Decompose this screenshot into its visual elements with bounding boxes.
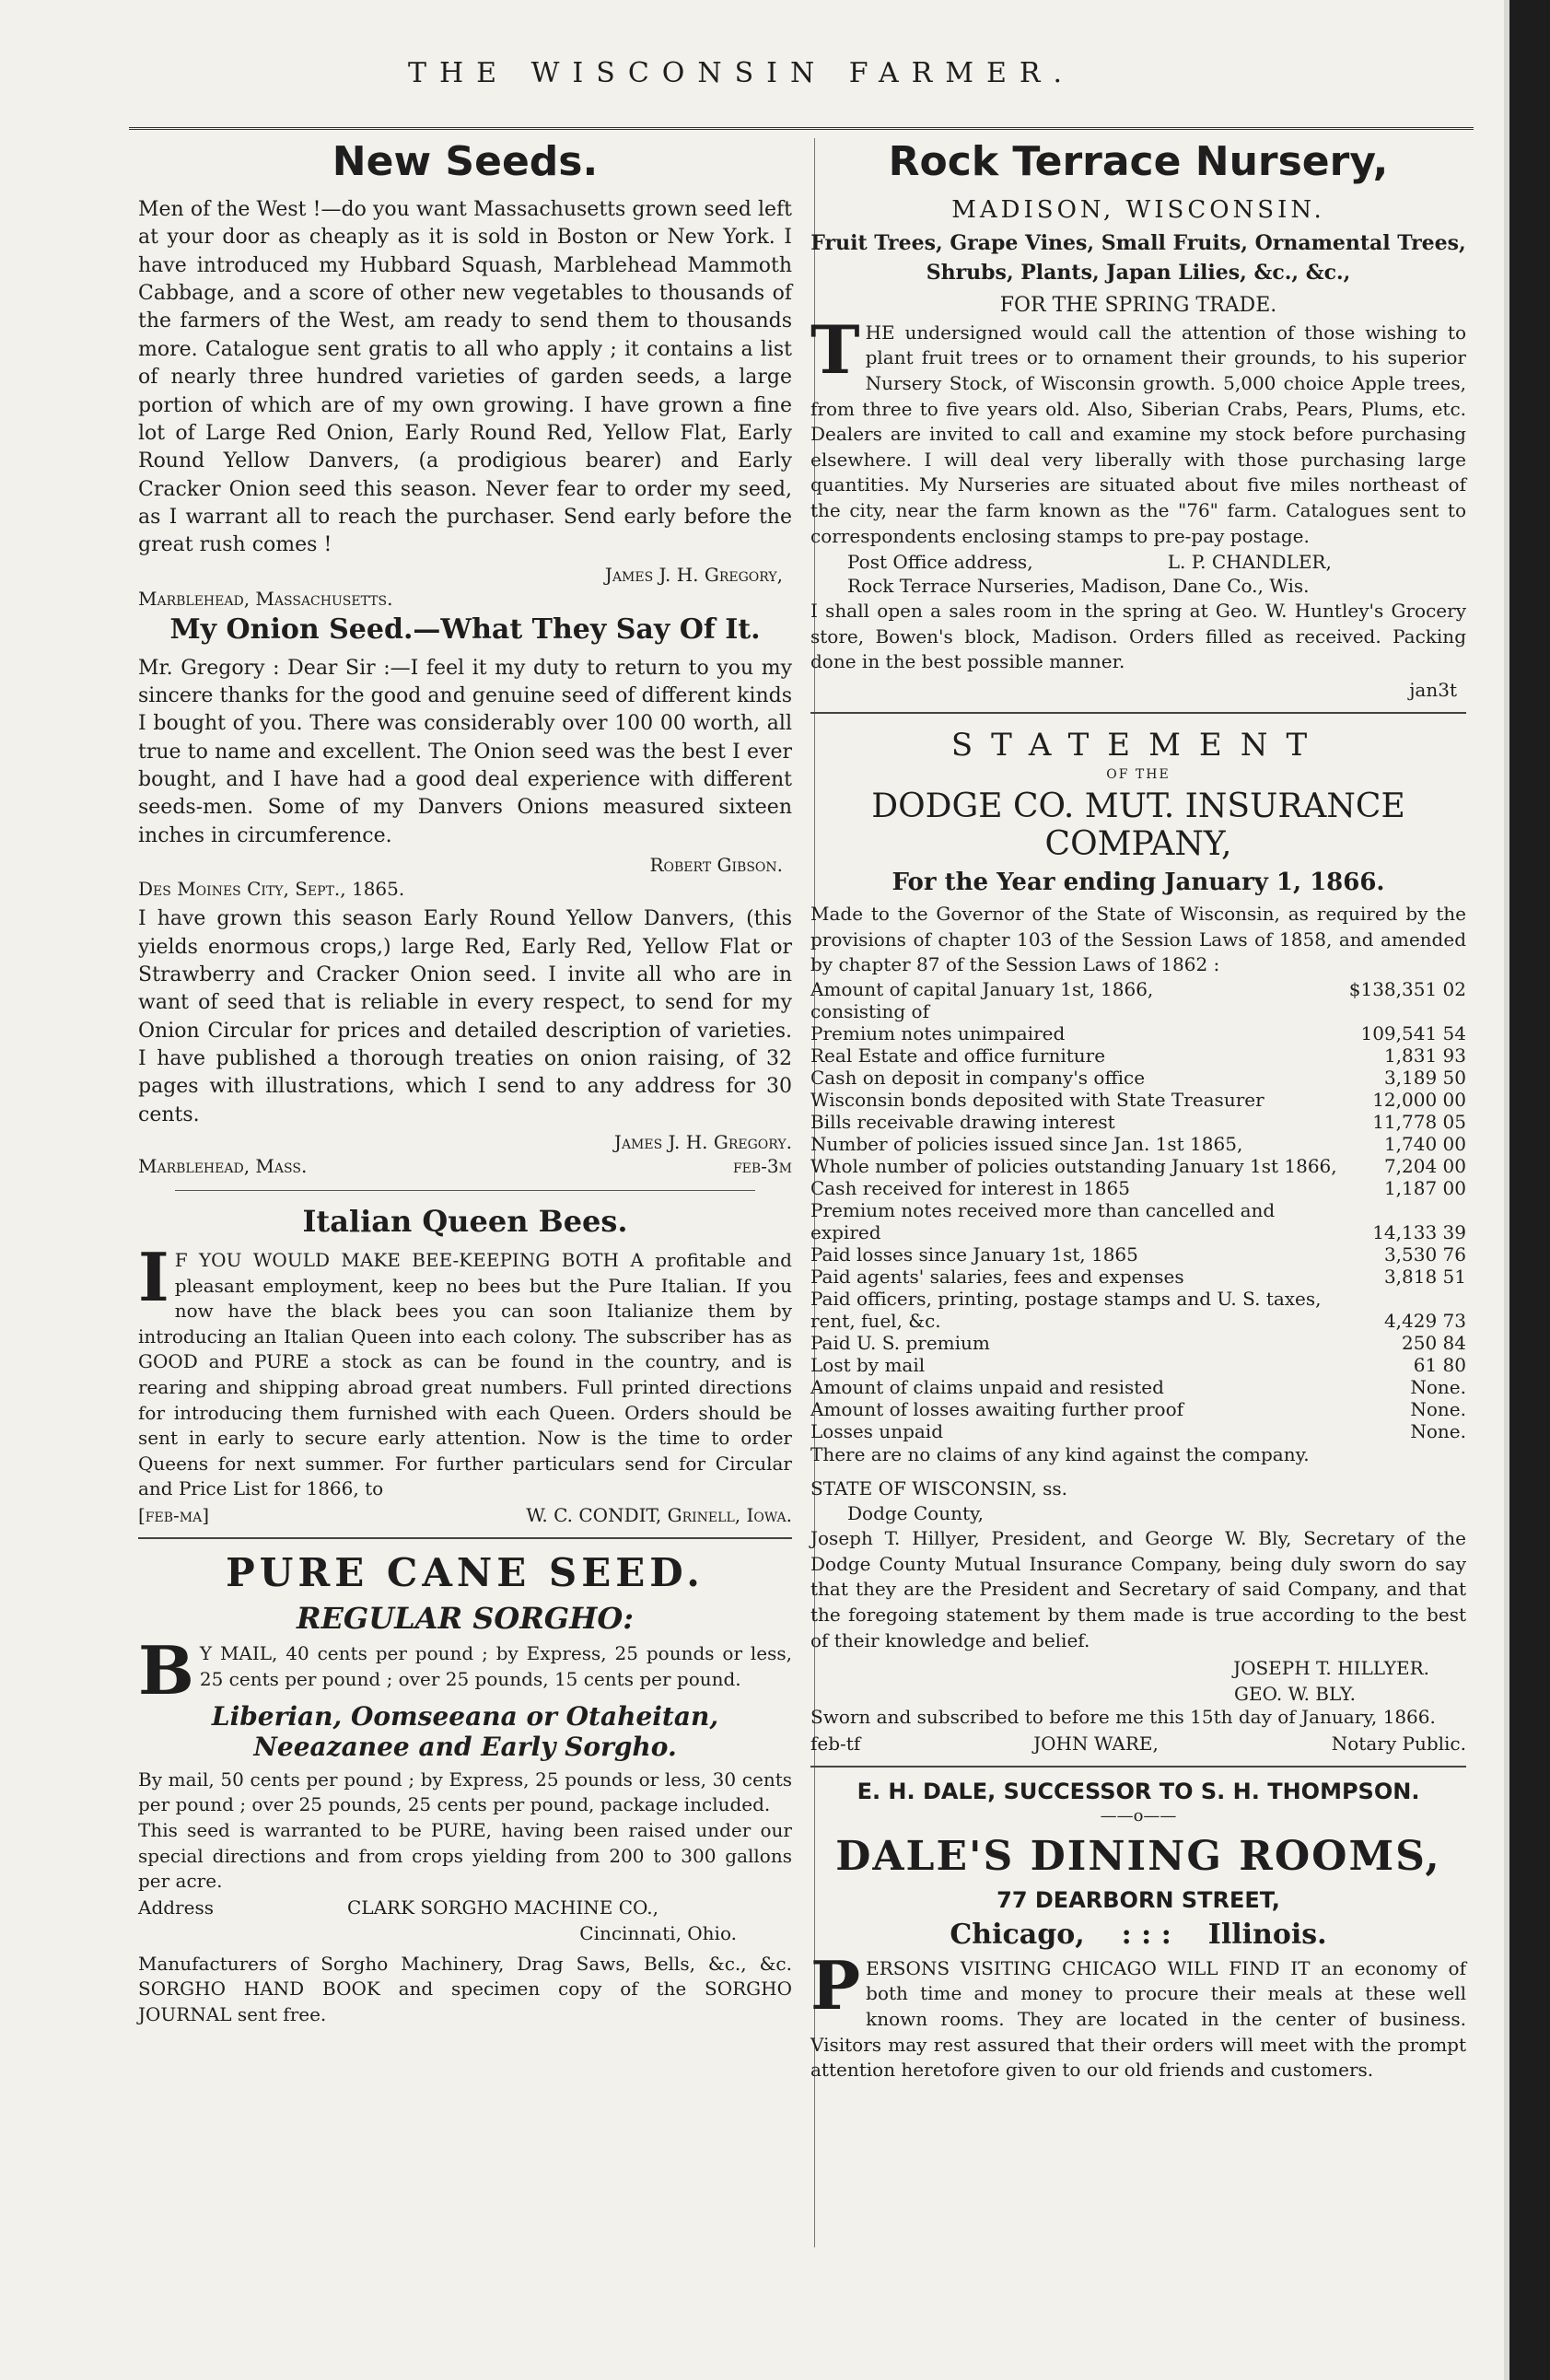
- ledger-row: [810, 1000, 1466, 1022]
- ledger-row: [810, 1199, 1466, 1243]
- cane-address-label: Address: [138, 1896, 214, 1919]
- separator-rule: [810, 712, 1466, 714]
- nursery-products: Fruit Trees, Grape Vines, Small Fruits, Ornamental Trees, Shrubs, Plants, Japan Lilies, &c., &c.,: [810, 231, 1466, 285]
- ledger-label: Cash received for interest in 1865: [810, 1176, 1130, 1199]
- ledger-row: [810, 1420, 1466, 1442]
- statement-county: Dodge County,: [847, 1502, 985, 1525]
- ledger-label: Whole number of policies outstanding January 1st 1866,: [810, 1154, 1337, 1177]
- ledger-amount: 3,818 51: [1383, 1265, 1466, 1288]
- dining-rooms-ad: [810, 1779, 1466, 2083]
- onion-seed-ad: [138, 613, 792, 1177]
- ledger-label: Paid officers, printing, postage stamps and U. S. taxes, rent, fuel, &c.: [810, 1287, 1322, 1332]
- ledger-label: Paid losses since January 1st, 1865: [810, 1242, 1138, 1266]
- dining-city-row: [810, 1919, 1466, 1951]
- masthead: THE WISCONSIN FARMER.: [407, 57, 1076, 89]
- bees-title: Italian Queen Bees.: [302, 1204, 628, 1240]
- bees-signature: W. C. CONDIT, Grinell, Iowa.: [526, 1504, 792, 1526]
- statement-ss: ss.: [1043, 1477, 1068, 1500]
- nursery-po-row: [810, 551, 1466, 573]
- ledger-row: [810, 1376, 1466, 1398]
- ledger-row: [810, 1111, 1466, 1133]
- nursery-ad: [810, 138, 1466, 701]
- ledger-row: [810, 1332, 1466, 1354]
- statement-oath: Joseph T. Hillyer, President, and George W. Bly, Secretary of the Dodge County Mutual Insurance Company, being duly sworn do say that they are the President and Secretary of said Company, and that the foregoing statement by them made is true according to the best of their knowledge and belief.: [810, 1527, 1466, 1651]
- ledger-row: [810, 1243, 1466, 1266]
- dining-title: DALE'S DINING ROOMS,: [835, 1832, 1441, 1880]
- cane-body-2: By mail, 50 cents per pound ; by Express, 25 pounds or less, 30 cents per pound ; over 25 pounds, 25 cents per pound, package included.: [138, 1768, 792, 1816]
- ledger-row: [810, 978, 1466, 1000]
- ledger-amount: None.: [1410, 1397, 1466, 1420]
- cane-body-4: Manufacturers of Sorgho Machinery, Drag Saws, Bells, &c., &c. SORGHO HAND BOOK and specimen copy of the SORGHO JOURNAL sent free.: [138, 1952, 792, 2025]
- statement-of-the: OF THE: [1106, 766, 1171, 782]
- dining-address: 77 DEARBORN STREET,: [996, 1886, 1280, 1913]
- statement-year: For the Year ending January 1, 1866.: [892, 868, 1385, 896]
- ledger-label: Real Estate and office furniture: [810, 1044, 1106, 1067]
- ledger-row: [810, 1067, 1466, 1089]
- ledger-label: Lost by mail: [810, 1353, 926, 1376]
- statement-intro: Made to the Governor of the State of Wisconsin, as required by the provisions of chapter 103 of the Session Laws of 1858, and amended by chapter 87 of the Session Laws of 1862 :: [810, 902, 1466, 976]
- ledger-label: Amount of losses awaiting further proof: [810, 1397, 1184, 1420]
- ledger-label: Bills receivable drawing interest: [810, 1110, 1115, 1133]
- dining-dropcap: P: [810, 1945, 861, 2024]
- statement-title: STATEMENT: [950, 726, 1326, 764]
- separator-rule: [175, 1190, 755, 1191]
- cane-dropcap: B: [138, 1631, 194, 1709]
- statement-no-claims: There are no claims of any kind against the company.: [810, 1442, 1310, 1465]
- ledger-label: Premium notes received more than cancelled and expired: [810, 1198, 1276, 1243]
- right-column: [810, 138, 1466, 2083]
- left-column: [138, 138, 792, 2028]
- new-seeds-signature: James J. H. Gregory,: [604, 563, 783, 586]
- nursery-code: jan3t: [1409, 678, 1457, 701]
- ledger-row: [810, 1133, 1466, 1155]
- ledger-row: [810, 1044, 1466, 1067]
- dining-successor: E. H. DALE, SUCCESSOR TO S. H. THOMPSON.: [857, 1778, 1420, 1804]
- ledger-amount: 4,429 73: [1383, 1309, 1466, 1332]
- statement-company: DODGE CO. MUT. INSURANCE COMPANY,: [871, 787, 1405, 863]
- ledger-amount: 12,000 00: [1372, 1088, 1466, 1111]
- statement-state: STATE OF WISCONSIN,: [810, 1477, 1037, 1500]
- ledger-label: Number of policies issued since Jan. 1st 1865,: [810, 1132, 1243, 1155]
- statement-notary: JOHN WARE,: [1033, 1732, 1159, 1755]
- ledger-label: Wisconsin bonds deposited with State Treasurer: [810, 1088, 1264, 1111]
- onion-signature: Robert Gibson.: [649, 854, 783, 877]
- cane-title: PURE CANE SEED.: [226, 1550, 705, 1595]
- nursery-po-name: L. P. CHANDLER,: [1167, 551, 1332, 574]
- ledger-row: [810, 1177, 1466, 1199]
- ledger-row: [810, 1398, 1466, 1420]
- insurance-statement: [810, 727, 1466, 1755]
- cane-seed-ad: [138, 1550, 792, 2028]
- ledger-label: consisting of: [810, 999, 929, 1022]
- cane-address-row: [138, 1896, 792, 1919]
- onion-signature-2: James J. H. Gregory.: [613, 1131, 792, 1154]
- ledger-label: Paid U. S. premium: [810, 1331, 990, 1354]
- ledger-amount: 1,187 00: [1383, 1176, 1466, 1199]
- ledger-amount: 250 84: [1402, 1331, 1466, 1354]
- new-seeds-ad: [138, 138, 792, 610]
- cane-subtitle-2: Liberian, Oomseeana or Otaheitan, Neeazanee and Early Sorgho.: [211, 1700, 719, 1762]
- ledger-label: Amount of claims unpaid and resisted: [810, 1375, 1164, 1398]
- ledger-row: [810, 1022, 1466, 1044]
- onion-signature-row: [138, 1131, 792, 1153]
- nursery-body: HE undersigned would call the attention of those wishing to plant fruit trees or to ornament their grounds, to his superior Nursery Stock, of Wisconsin growth. 5,000 choice Apple trees, from three to five years old. Also, Siberian Crabs, Pears, Plums, etc. Dealers are invited to call and examine my stock before purchasing elsewhere. I will deal very liberally with those purchasing large quantities. My Nurseries are situated about five miles northeast of the city, near the farm known as the "76" farm. Catalogues sent to correspondents enclosing stamps to pre-pay postage.: [810, 321, 1466, 547]
- statement-sworn: Sworn and subscribed to before me this 15th day of January, 1866.: [810, 1706, 1436, 1729]
- ledger-amount: 3,189 50: [1383, 1066, 1466, 1089]
- new-seeds-title: New Seeds.: [332, 138, 599, 185]
- ledger-amount: 3,530 76: [1383, 1242, 1466, 1266]
- onion-body-2: I have grown this season Early Round Yellow Danvers, (this yields enormous crops,) large Red, Early Red, Yellow Flat or Strawberry and Cracker Onion seed. I invite all who are in want of seed that is reliable in every respect, to send for my Onion Circular for prices and detailed description of varieties. I have published a thorough treaties on onion raising, of 32 pages with illustrations, which I send to any address for 30 cents.: [138, 907, 792, 1126]
- new-seeds-body: Men of the West !—do you want Massachusetts grown seed left at your door as cheaply as it is sold in Boston or New York. I have introduced my Hubbard Squash, Marblehead Mammoth Cabbage, and a score of other new vegetables to thousands of the farmers of the West, am ready to send them to thousands more. Catalogue sent gratis to all who apply ; it contains a list of nearly three hundred varieties of garden seeds, a large portion of which are of my own growing. I have grown a fine lot of Large Red Onion, Early Round Red, Yellow Flat, Early Round Yellow Danvers, (a prodigious bearer) and Early Cracker Onion seed this season. Never fear to order my seed, as I warrant all to reach the purchaser. Send early before the great rush comes !: [138, 198, 792, 557]
- cane-body-1: Y MAIL, 40 cents per pound ; by Express, 25 pounds or less, 25 cents per pound ; over 25 pounds, 15 cents per pound.: [199, 1642, 792, 1690]
- ledger-amount: None.: [1410, 1375, 1466, 1398]
- cane-body-3: This seed is warranted to be PURE, having been raised under our special directions and from crops yielding from 200 to 300 gallons per acre.: [138, 1818, 792, 1893]
- cane-address-city: Cincinnati, Ohio.: [579, 1921, 737, 1944]
- ledger-row: [810, 1266, 1466, 1288]
- onion-code: feb-3m: [732, 1155, 792, 1178]
- nursery-po-addr: Rock Terrace Nurseries, Madison, Dane Co., Wis.: [847, 575, 1310, 598]
- scan-border: [1509, 0, 1550, 2380]
- nursery-po-label: Post Office address,: [847, 551, 1033, 574]
- statement-sig-2: GEO. W. BLY.: [1234, 1683, 1356, 1706]
- onion-title: My Onion Seed.—What They Say Of It.: [169, 612, 761, 646]
- statement-code: feb-tf: [810, 1732, 861, 1755]
- statement-notary-title: Notary Public.: [1331, 1732, 1466, 1755]
- ledger-row: [810, 1354, 1466, 1376]
- bees-body: F YOU WOULD MAKE BEE-KEEPING BOTH A profitable and pleasant employment, keep no bees but the Pure Italian. If you now have the black bees you can soon Italianize them by introducing an Italian Queen into each colony. The subscriber has as GOOD and PURE a stock as can be found in the country, and is rearing and shipping abroad great numbers. Full printed directions for introducing them furnished with each Queen. Orders should be sent in early to secure early attention. Now is the time to order Queens for next summer. For further particulars send for Circular and Price List for 1866, to: [138, 1249, 792, 1500]
- ledger-label: Losses unpaid: [810, 1419, 943, 1442]
- nursery-body-2: I shall open a sales room in the spring at Geo. W. Huntley's Grocery store, Bowen's block, Madison. Orders filled as received. Packing done in the best possible manner.: [810, 600, 1466, 673]
- ledger-amount: 7,204 00: [1383, 1154, 1466, 1177]
- dining-colons: : : :: [1121, 1918, 1171, 1951]
- dining-state: Illinois.: [1207, 1918, 1327, 1951]
- ledger-label: Premium notes unimpaired: [810, 1021, 1066, 1044]
- onion-place: Des Moines City, Sept., 1865.: [138, 878, 405, 901]
- onion-place-row: [138, 1155, 792, 1177]
- ledger-row: [810, 1089, 1466, 1111]
- ledger-amount: 1,831 93: [1383, 1044, 1466, 1067]
- ledger-amount: $138,351 02: [1348, 977, 1466, 1000]
- dining-body: ERSONS VISITING CHICAGO WILL FIND IT an economy of both time and money to procure their meals at these well known rooms. They are located in the center of business. Visitors may rest assured that their orders will meet with the prompt attention heretofore given to our old friends and customers.: [810, 1956, 1466, 2082]
- new-seeds-place: Marblehead, Massachusetts.: [138, 587, 393, 610]
- ledger-amount: 109,541 54: [1360, 1021, 1466, 1044]
- bees-signature-row: [138, 1504, 792, 1526]
- ledger-label: Amount of capital January 1st, 1866,: [810, 977, 1154, 1000]
- statement-sig-1: JOSEPH T. HILLYER.: [1233, 1657, 1429, 1680]
- statement-state-block: [810, 1476, 1466, 1526]
- cane-subtitle-1: REGULAR SORGHO:: [296, 1601, 635, 1636]
- nursery-location: MADISON, WISCONSIN.: [951, 196, 1325, 224]
- dining-ornament: ——o——: [1100, 1805, 1177, 1826]
- statement-notary-row: [810, 1732, 1466, 1755]
- nursery-title: Rock Terrace Nursery,: [888, 138, 1389, 185]
- ledger-label: Cash on deposit in company's office: [810, 1066, 1146, 1089]
- bees-code: [feb-ma]: [138, 1504, 210, 1526]
- ledger-amount: 11,778 05: [1372, 1110, 1466, 1133]
- italian-bees-ad: [138, 1204, 792, 1526]
- onion-body: Mr. Gregory : Dear Sir :—I feel it my duty to return to you my sincere thanks for the good and genuine seed of different kinds I bought of you. There was considerably over 100 00 worth, all true to name and excellent. The Onion seed was the best I ever bought, and I have had a good deal experience with different seeds-men. Some of my Danvers Onions measured sixteen inches in circumference.: [138, 656, 792, 847]
- cane-address-name: CLARK SORGHO MACHINE CO.,: [347, 1896, 658, 1919]
- ledger-amount: None.: [1410, 1419, 1466, 1442]
- separator-rule: [138, 1537, 792, 1539]
- masthead-rule: [129, 127, 1474, 130]
- bees-dropcap: I: [138, 1238, 169, 1317]
- nursery-trade: FOR THE SPRING TRADE.: [999, 293, 1277, 317]
- ledger-amount: 61 80: [1413, 1353, 1466, 1376]
- ledger-row: [810, 1288, 1466, 1332]
- separator-rule: [810, 1766, 1466, 1768]
- dining-city: Chicago,: [950, 1918, 1085, 1951]
- ledger-amount: 1,740 00: [1383, 1132, 1466, 1155]
- ledger-label: Paid agents' salaries, fees and expenses: [810, 1265, 1184, 1288]
- ledger-row: [810, 1155, 1466, 1177]
- nursery-dropcap: T: [810, 309, 860, 389]
- onion-place-2: Marblehead, Mass.: [138, 1155, 308, 1178]
- ledger-amount: 14,133 39: [1372, 1220, 1466, 1243]
- statement-ledger: [810, 978, 1466, 1442]
